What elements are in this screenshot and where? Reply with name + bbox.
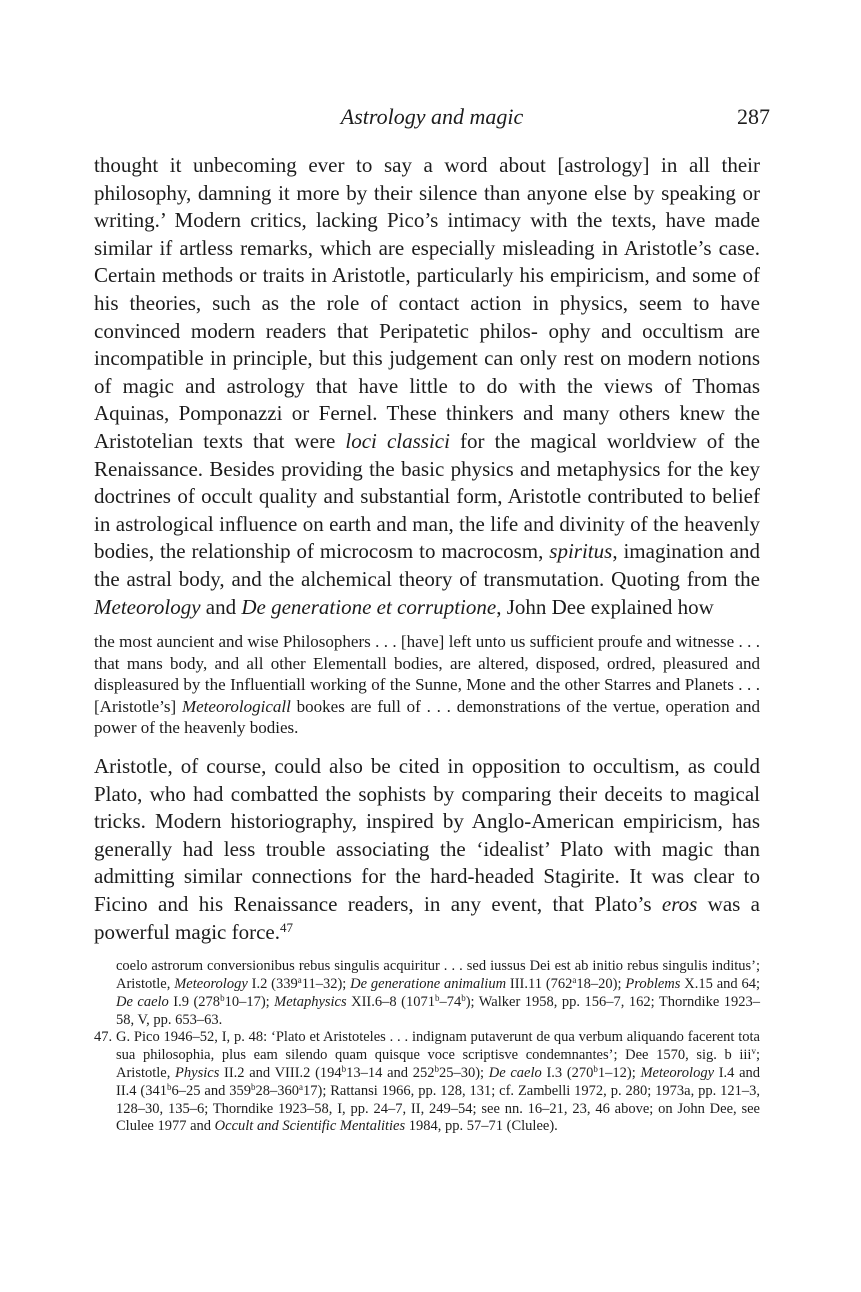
text-run: II.2 and VIII.2 (194 [219,1065,342,1081]
text-run: ; Aristotle, [116,1047,760,1081]
text-run: was a powerful magic force. [94,892,760,944]
running-head [94,104,770,134]
superscript: b [593,1064,598,1075]
text-run: G. Pico 1946–52, I, p. 48: ‘Plato et Aristoteles . . . indignam putaverunt de qua verbum aliquando facerent tota sua philosophia, plus eam silendo quam quisque voce scriptisve condemnantes’; Dee 1570, sig. b iii [116,1029,760,1064]
italic-text: De caelo [488,1065,542,1081]
italic-text: De generatione animalium [350,976,507,993]
text-run: I.2 (339 [247,976,298,993]
text-run: 28–360 [255,1082,299,1099]
italic-text: Metaphysics [274,993,347,1010]
text-run: bookes are full of . . . demonstrations of the vertue, operation and power of the heavenly bodies. [94,696,760,738]
superscript: b [220,992,225,1003]
superscript: 47 [280,919,294,935]
footnotes [94,958,760,1136]
text-run: ); Walker 1958, pp. 156–7, 162; Thorndike 1923–58, V, pp. 653–63. [116,993,760,1028]
text-run: , imagination and the astral body, and the alchemical theory of transmutation. Quoting from the [94,539,760,591]
text-run: , John Dee explained how [496,594,714,619]
footnote [94,1029,761,1136]
italic-text: loci classici [345,428,450,453]
superscript: b [167,1081,172,1092]
text-run: and [200,594,242,619]
text-run: –74 [439,993,462,1010]
text-run: 18–20); [576,976,626,993]
text-run: I.3 (270 [541,1065,594,1081]
text-run: III.11 (762 [506,976,573,993]
superscript: v [751,1046,756,1057]
text-run: 25–30); [438,1065,489,1081]
text-run: Aristotle, of course, could also be cited in opposition to occultism, as could Plato, who had combatted the sophists by comparing their deceits to magical tricks. Modern historiography, inspired by Anglo-American empiricism, has generally had less trouble associating the ‘idealist’ Plato with magic than admitting similar connections for the hard-headed Stagirite. It was clear to Ficino and his Renaissance readers, in any event, that Plato’s [94,754,760,917]
text-run: 6–25 and 359 [171,1082,251,1099]
superscript: a [299,1081,303,1092]
footnote-text [116,1029,760,1134]
superscript: a [572,975,577,986]
italic-text: De caelo [116,993,169,1010]
text-run: coelo astrorum conversionibus rebus singulis acquiritur . . . sed iussus Dei est ab initio rebus singulis inditus’; Aristotle, [116,958,760,993]
text-run: 1–12); [597,1065,641,1081]
italic-text: Meteorology [640,1065,715,1081]
superscript: b [461,992,466,1003]
text-run: 17); Rattansi 1966, pp. 128, 131; cf. Zambelli 1972, p. 280; 1973a, pp. 121–3, 128–30, 135–6; Thorndike 1923–58, I, pp. 24–7, II, 249–54; see nn. 16–21, 23, 46 above; on John Dee, see Clulee 1977 and [116,1082,760,1135]
italic-text: Meteorology [94,594,201,619]
footnote [116,958,760,1029]
italic-text: Problems [625,976,681,993]
superscript: b [434,1064,439,1075]
text-run: X.15 and 64; [680,976,760,993]
italic-text: eros [661,892,698,917]
italic-text: Meteorology [174,976,248,993]
text-run: 11–32); [301,976,351,993]
main-text [94,152,760,1136]
text-run: the most auncient and wise Philosophers . . . [have] left unto us sufficient proufe and witnesse . . . that mans body, and all other Elementall bodies, are altered, disposed, ordred, pleasured and displeasured by the Influentiall working of the Sunne, Mone and the other Starres and Planets . . . [Aristotle’s] [94,632,760,716]
block-quote [94,631,760,739]
superscript: a [297,975,302,986]
running-title: Astrology and magic [340,104,524,129]
superscript: b [251,1081,256,1092]
text-run: I.4 and II.4 (341 [116,1065,761,1099]
text-run: thought it unbecoming ever to say a word about [astrology] in all their philosophy, damning it more by their silence than anyone else by speaking or writing.’ Modern critics, lacking Pico’s intimacy with the texts, have made similar if artless remarks, which are especially misleading in Aristotle’s case. Certain methods or traits in Aristotle, particularly his empiricism, and some of his theories, such as the role of contact action in physics, seem to have convinced modern readers that Peripatetic philos- ophy and occultism are incompatible in principle, but this judgement can only rest on modern notions of magic and astrology that have little to do with the views of Thomas Aquinas, Pomponazzi or Fernel. These thinkers and many others knew the Aristotelian texts that were [94,153,760,453]
paragraph [94,152,760,621]
italic-text: Physics [175,1065,220,1081]
text-run: 1984, pp. 57–71 (Clulee). [405,1118,558,1135]
footnote-text [116,958,760,1027]
paragraph [94,753,760,946]
italic-text: Occult and Scientific Mentalities [214,1118,406,1135]
italic-text: spiritus [549,539,613,564]
text-run: 10–17); [224,993,275,1010]
italic-text: Meteorologicall [181,696,291,716]
text-run: for the magical worldview of the Renaissance. Besides providing the basic physics and metaphysics for the key doctrines of occult quality and substantial form, Aristotle contributed to belief in astrological influence on earth and man, the life and divinity of the heavenly bodies, the relationship of microcosm to macrocosm, [94,428,760,564]
italic-text: De generatione et corruptione [241,594,497,619]
footnote-number: 47. [94,1029,113,1046]
superscript: b [341,1064,347,1075]
text-run: 13–14 and 252 [346,1065,435,1081]
text-run: I.9 (278 [168,993,221,1010]
superscript: b [434,992,440,1003]
text-run: XII.6–8 (1071 [346,993,435,1010]
page-number: 287 [737,104,770,129]
